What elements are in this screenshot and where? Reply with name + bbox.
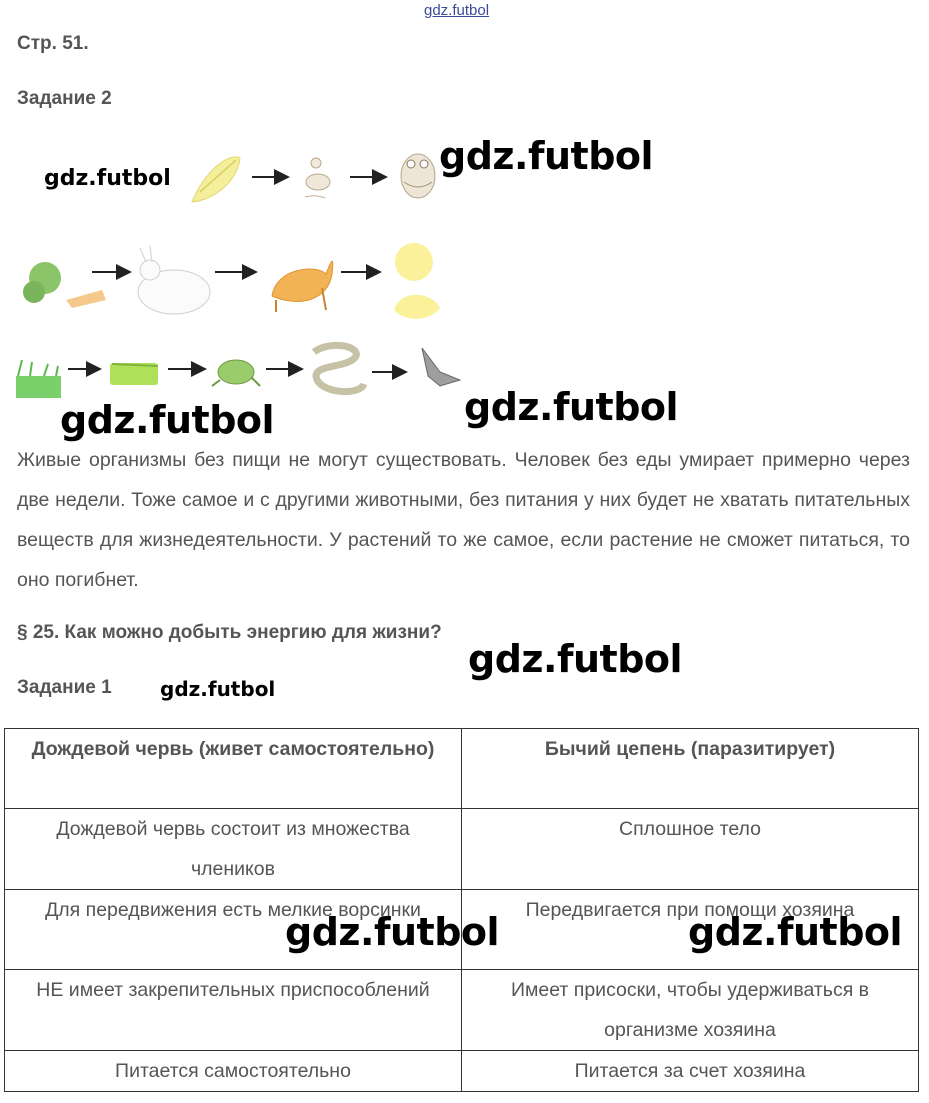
lion-image — [394, 243, 440, 319]
table-header: Бычий цепень (паразитирует) — [462, 729, 919, 809]
table-header: Дождевой червь (живет самостоятельно) — [5, 729, 462, 809]
owl-image — [401, 154, 435, 198]
plants-image — [23, 262, 106, 308]
table-row — [5, 1051, 919, 1092]
watermark-text: gdz.futbol — [44, 166, 171, 191]
watermark-text: gdz.futbol — [464, 385, 679, 429]
watermark-text: gdz.futbol — [60, 398, 275, 442]
table-row — [5, 970, 919, 1051]
table-cell: Передвигается при помощи хозяина — [462, 890, 919, 970]
grass-image — [16, 360, 61, 398]
task1-heading: Задание 1 — [17, 677, 112, 698]
mouse-image — [305, 158, 330, 198]
top-watermark-link[interactable]: gdz.futbol — [424, 2, 490, 19]
watermark-text: gdz.futbol — [285, 910, 500, 954]
table-cell: Питается за счет хозяина — [462, 1051, 919, 1092]
snake-image — [314, 345, 364, 391]
food-chain-1 — [192, 154, 435, 202]
table-cell: Имеет присоски, чтобы удерживаться в организме хозяина — [462, 970, 919, 1051]
task2-heading: Задание 2 — [17, 88, 112, 109]
food-chain-2 — [23, 243, 440, 319]
table-cell: НЕ имеет закрепительных приспособлений — [5, 970, 462, 1051]
table-row — [5, 809, 919, 890]
table-cell: Питается самостоятельно — [5, 1051, 462, 1092]
watermark-text: gdz.futbol — [688, 910, 903, 954]
table-cell: Сплошное тело — [462, 809, 919, 890]
food-chain-3 — [16, 345, 460, 398]
page-label: Стр. 51. — [17, 33, 89, 54]
task2-paragraph: Живые организмы без пищи не могут существовать. Человек без еды умирает примерно через две недели. Тоже самое и с другими животными, без питания у них будет не хватать питательных веществ для жизнедеятельности. У растений то же самое, если растение не сможет питаться, то оно погибнет. — [17, 449, 910, 591]
eagle-image — [422, 348, 460, 386]
frog-image — [212, 360, 260, 386]
grasshopper-image — [110, 363, 158, 385]
watermark-text: gdz.futbol — [439, 134, 654, 178]
watermark-text: gdz.futbol — [160, 677, 276, 701]
watermark-text: gdz.futbol — [468, 637, 683, 681]
fox-image — [272, 261, 333, 312]
table-cell: Для передвижения есть мелкие ворсинки — [5, 890, 462, 970]
hare-image — [138, 246, 210, 314]
table-header-row — [5, 729, 919, 809]
section-title: § 25. Как можно добыть энергию для жизни? — [17, 622, 442, 643]
table-cell: Дождевой червь состоит из множества члеников — [5, 809, 462, 890]
